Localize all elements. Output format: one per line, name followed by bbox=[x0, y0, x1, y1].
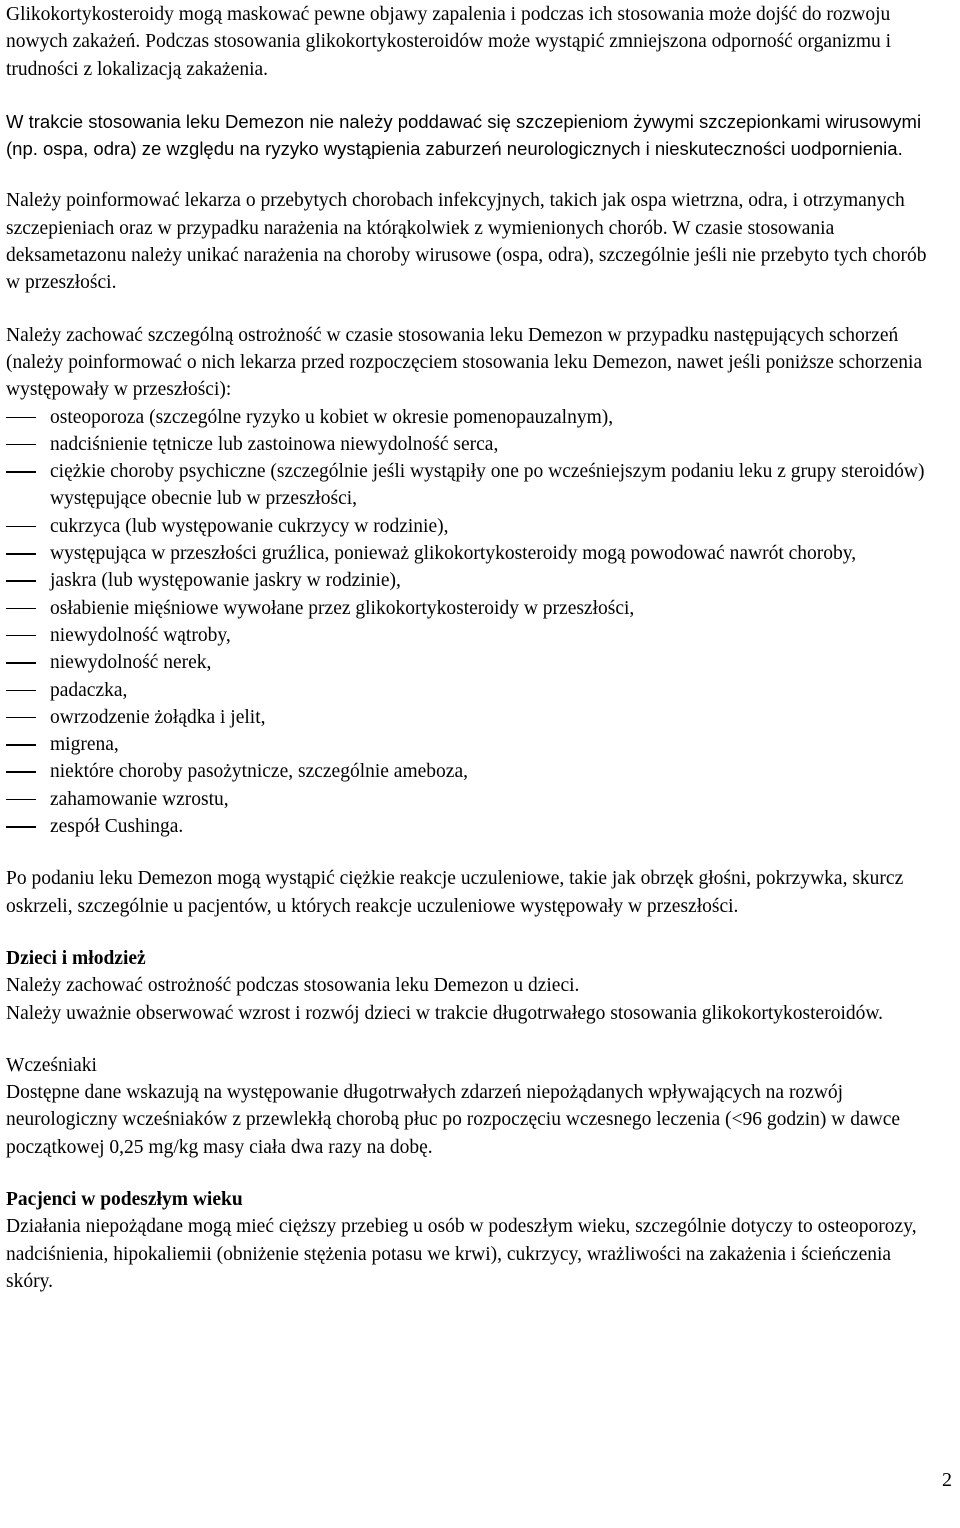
premature-paragraph: Dostępne dane wskazują na występowanie długotrwałych zdarzeń niepożądanych wpływających na rozwój neurologiczny wcześniaków z przewlekłą chorobą płuc po rozpoczęciu wczesnego leczenia (<96 godzin) w dawce początkowej 0,25 mg/kg masy ciała dwa razy na dobę. bbox=[6, 1082, 901, 1158]
list-item: zespół Cushinga. bbox=[50, 816, 184, 838]
list-item: niektóre choroby pasożytnicze, szczególnie ameboza, bbox=[50, 761, 468, 783]
list-item: nadciśnienie tętnicze lub zastoinowa niewydolność serca, bbox=[50, 433, 499, 455]
vaccination-paragraph: W trakcie stosowania leku Demezon nie należy poddawać się szczepieniom żywymi szczepionkami wirusowymi (np. ospa, odra) ze względu na ryzyko wystąpienia zaburzeń neurologicznych i nieskuteczności uodpornienia. bbox=[6, 110, 922, 160]
children-line-1: Należy zachować ostrożność podczas stosowania leku Demezon u dzieci. bbox=[6, 975, 580, 997]
caution-intro-paragraph: Należy zachować szczególną ostrożność w czasie stosowania leku Demezon w przypadku następujących schorzeń (należy poinformować o nich lekarza przed rozpoczęciem stosowania leku Demezon, nawet jeśli poniższe schorzenia występowały w przeszłości): bbox=[6, 324, 923, 401]
list-item: jaskra (lub występowanie jaskry w rodzinie), bbox=[50, 570, 401, 592]
document-page bbox=[6, 1, 941, 1295]
list-item: zahamowanie wzrostu, bbox=[50, 788, 229, 810]
list-item: niewydolność nerek, bbox=[50, 652, 212, 674]
list-item: padaczka, bbox=[50, 679, 128, 701]
infection-masking-paragraph: Glikokortykosteroidy mogą maskować pewne objawy zapalenia i podczas ich stosowania może dojść do rozwoju nowych zakażeń. Podczas stosowania glikokortykosteroidów może wystąpić zmniejszona odporność organizmu i trudności z lokalizacją zakażenia. bbox=[6, 4, 892, 80]
list-item: cukrzyca (lub występowanie cukrzycy w rodzinie), bbox=[50, 515, 449, 537]
infectious-diseases-paragraph: Należy poinformować lekarza o przebytych chorobach infekcyjnych, takich jak ospa wietrzna, odra, i otrzymanych szczepieniach oraz w przypadku narażenia na którąkolwiek z wymienionych chorób. W czasie stosowania deksametazonu należy unikać narażenia na choroby wirusowe (ospa, odra), szczególnie jeśli nie przebyto tych chorób w przeszłości. bbox=[6, 190, 927, 294]
list-item: migrena, bbox=[50, 734, 119, 756]
children-heading: Dzieci i młodzież bbox=[6, 947, 146, 969]
list-item: owrzodzenie żołądka i jelit, bbox=[50, 706, 266, 728]
premature-heading: Wcześniaki bbox=[6, 1054, 97, 1076]
list-item: niewydolność wątroby, bbox=[50, 624, 231, 646]
conditions-list bbox=[6, 404, 941, 841]
list-item: występująca w przeszłości gruźlica, ponieważ glikokortykosteroidy mogą powodować nawrót choroby, bbox=[50, 543, 857, 565]
list-item: ciężkie choroby psychiczne (szczególnie jeśli wystąpiły one po wcześniejszym podaniu leku z grupy steroidów) występujące obecnie lub w przeszłości, bbox=[50, 461, 925, 510]
list-item: osłabienie mięśniowe wywołane przez glikokortykosteroidy w przeszłości, bbox=[50, 597, 635, 619]
list-item: osteoporoza (szczególne ryzyko u kobiet w okresie pomenopauzalnym), bbox=[50, 406, 614, 428]
allergy-paragraph: Po podaniu leku Demezon mogą wystąpić ciężkie reakcje uczuleniowe, takie jak obrzęk głośni, pokrzywka, skurcz oskrzeli, szczególnie u pacjentów, u których reakcje uczuleniowe występowały w przeszłości. bbox=[6, 868, 904, 917]
page-number: 2 bbox=[942, 1469, 952, 1491]
children-line-2: Należy uważnie obserwować wzrost i rozwój dzieci w trakcie długotrwałego stosowania glikokortykosteroidów. bbox=[6, 1002, 884, 1024]
elderly-paragraph: Działania niepożądane mogą mieć cięższy przebieg u osób w podeszłym wieku, szczególnie dotyczy to osteoporozy, nadciśnienia, hipokaliemii (obniżenie stężenia potasu we krwi), cukrzycy, wrażliwości na zakażenia i ścieńczenia skóry. bbox=[6, 1216, 917, 1292]
elderly-heading: Pacjenci w podeszłym wieku bbox=[6, 1188, 243, 1210]
